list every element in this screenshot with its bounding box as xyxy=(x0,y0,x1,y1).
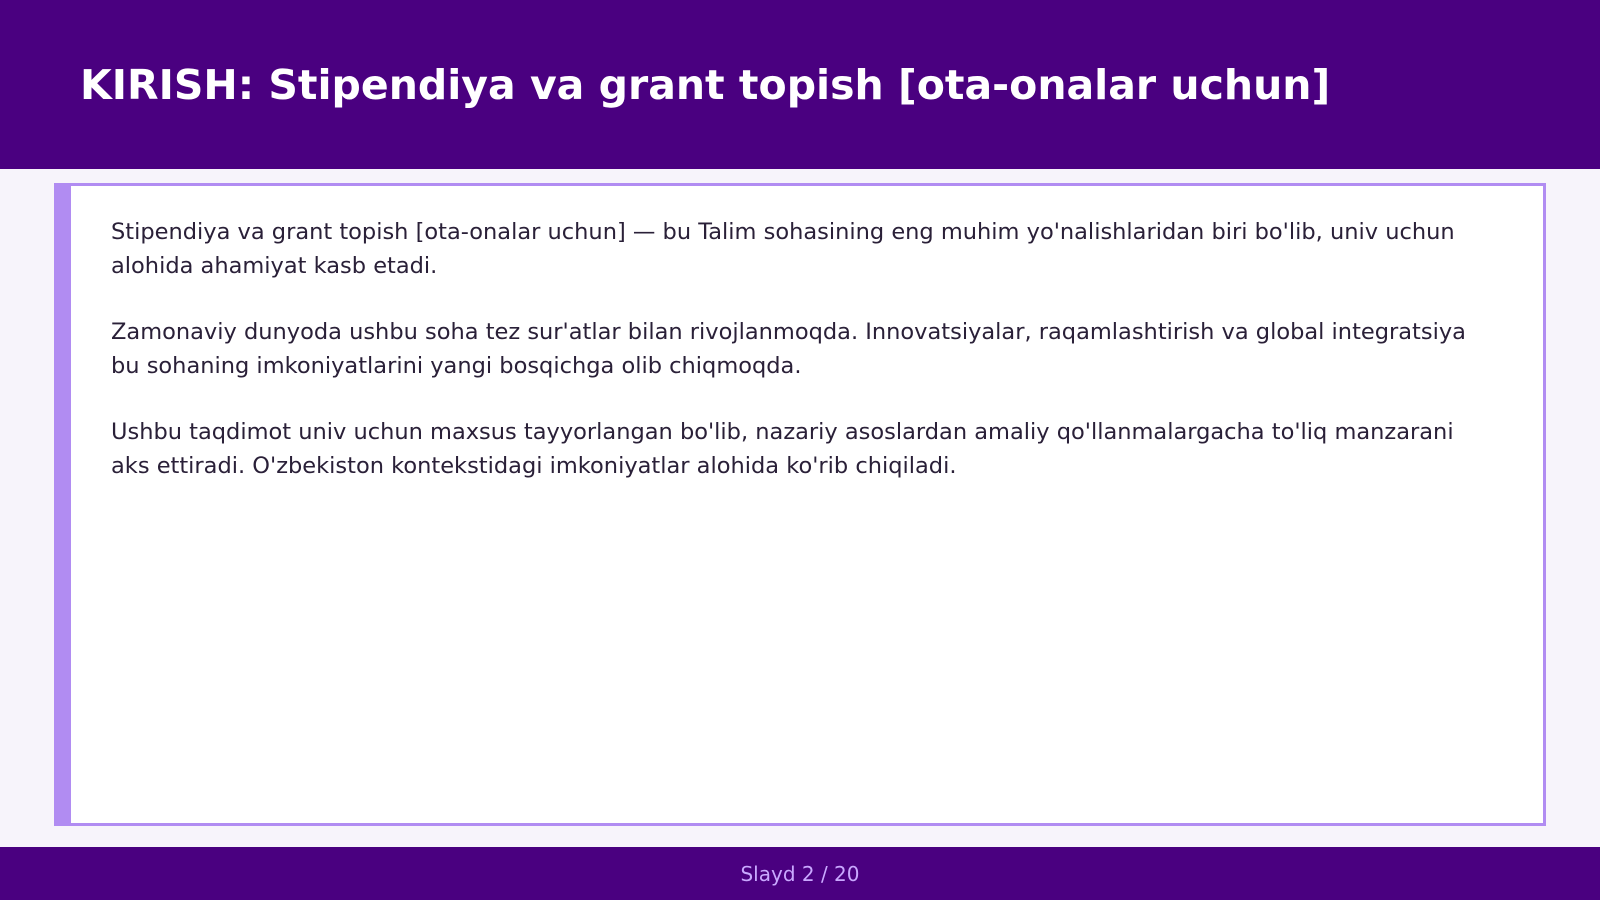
slide-header xyxy=(0,0,1600,169)
content-card xyxy=(54,183,1546,826)
paragraph-presentation-purpose: Ushbu taqdimot univ uchun maxsus tayyorlangan bo'lib, nazariy asoslardan amaliy qo'llanmalargacha to'liq manzarani aks ettiradi. O'zbekiston kontekstidagi imkoniyatlar alohida ko'rib chiqiladi. xyxy=(111,419,1454,479)
slide-counter: Slayd 2 / 20 xyxy=(740,861,860,886)
slide-title: KIRISH: Stipendiya va grant topish [ota-onalar uchun] xyxy=(80,60,1331,109)
content-body xyxy=(111,215,1493,515)
paragraph-modern-world: Zamonaviy dunyoda ushbu soha tez sur'atlar bilan rivojlanmoqda. Innovatsiyalar, raqamlashtirish va global integratsiya bu sohaning imkoniyatlarini yangi bosqichga olib chiqmoqda. xyxy=(111,319,1466,379)
slide-footer xyxy=(0,847,1600,900)
paragraph-intro: Stipendiya va grant topish [ota-onalar uchun] — bu Talim sohasining eng muhim yo'nalishlaridan biri bo'lib, univ uchun alohida ahamiyat kasb etadi. xyxy=(111,219,1455,279)
